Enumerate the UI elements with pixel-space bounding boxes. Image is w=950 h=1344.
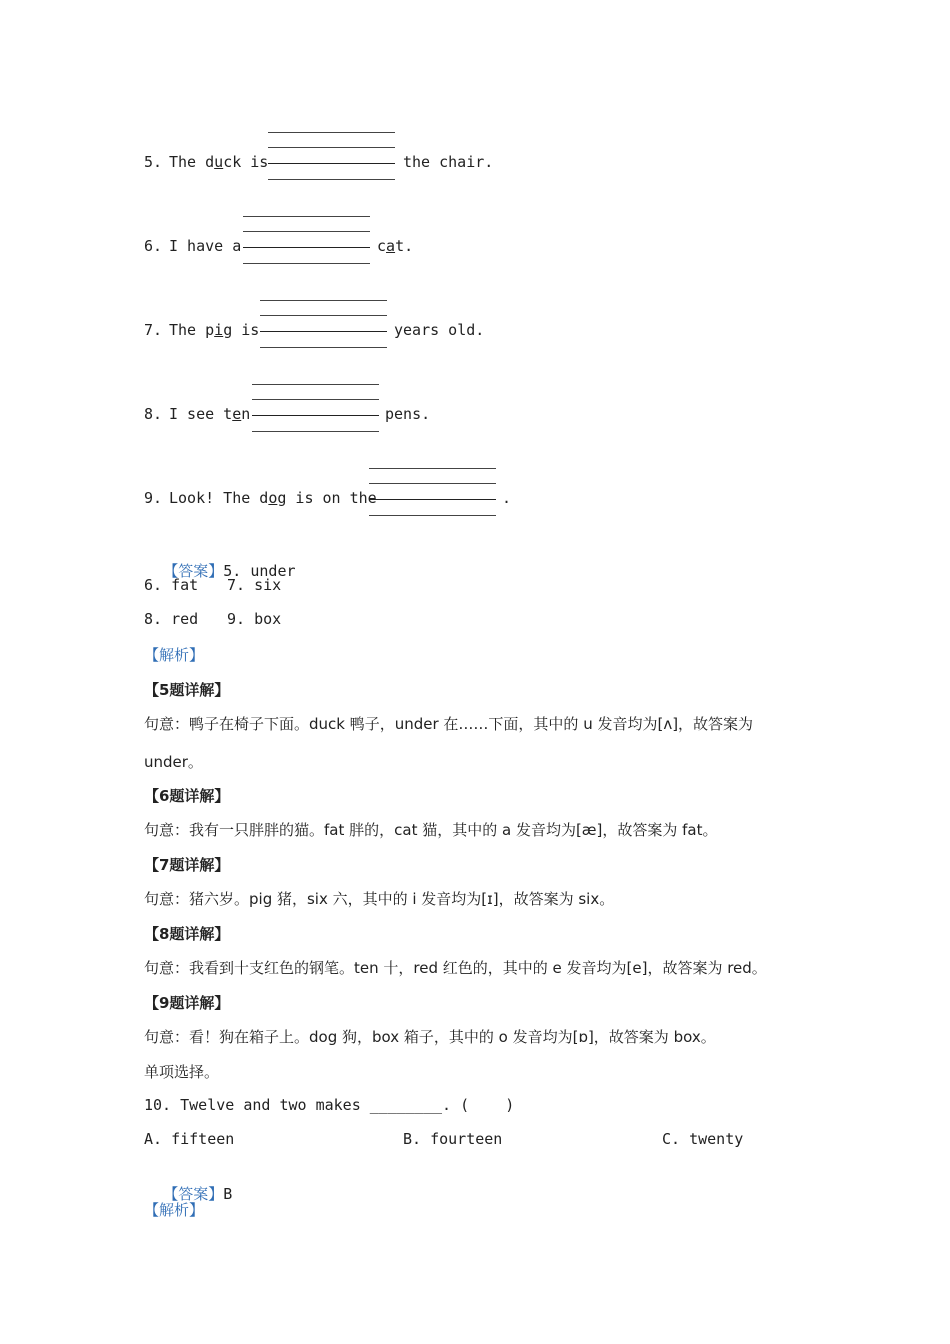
answer-label: 【答案】 [163,1185,224,1203]
detail-7-line-1: 句意：猪六岁。pig 猪，six 六，其中的 i 发音均为[ɪ]，故答案为 six。 [144,890,615,908]
answer-label: 【答案】 [163,562,224,580]
question-text: I see ten [169,405,251,423]
question-text-after: years old. [394,321,485,339]
detail-9-line-1: 句意：看！狗在箱子上。dog 狗，box 箱子，其中的 o 发音均为[ɒ]，故答案为 box。 [144,1028,716,1046]
question-text-after: . [502,489,512,507]
answer-value: B [223,1185,233,1203]
analysis-label-2: 【解析】 [144,1201,205,1219]
question-text-after: pens. [385,405,431,423]
answer-8: 8. red [144,610,199,628]
question-number: 8. [144,405,163,423]
detail-7-heading: 【7题详解】 [144,856,230,874]
detail-9-heading: 【9题详解】 [144,994,230,1012]
question-text-after: cat. [377,237,414,255]
detail-5-line-2: under。 [144,753,203,771]
question-number: 5. [144,153,163,171]
answer-blank[interactable] [252,384,379,431]
question-text: Look! The dog is on the [169,489,377,507]
option-b[interactable]: B. fourteen [403,1130,503,1148]
analysis-label: 【解析】 [144,646,205,664]
option-c[interactable]: C. twenty [662,1130,744,1148]
question-text-after: the chair. [403,153,494,171]
question-text: The duck is [169,153,269,171]
detail-5-heading: 【5题详解】 [144,681,230,699]
answer-line-1 [144,541,296,581]
answer-6: 6. fat [144,576,199,594]
question-text: I have a [169,237,242,255]
answer-9: 9. box [227,610,282,628]
answer-value: 5. under [223,562,296,580]
answer-blank[interactable] [243,216,370,263]
detail-5-line-1: 句意：鸭子在椅子下面。duck 鸭子，under 在……下面，其中的 u 发音均为[ʌ]，故答案为 [144,715,754,733]
detail-8-line-1: 句意：我看到十支红色的钢笔。ten 十，red 红色的，其中的 e 发音均为[e]，故答案为 red。 [144,959,767,977]
answer-blank[interactable] [260,300,387,347]
question-number: 9. [144,489,163,507]
option-a[interactable]: A. fifteen [144,1130,235,1148]
answer-line-10 [144,1164,232,1204]
question-number: 6. [144,237,163,255]
answer-blank[interactable] [369,468,496,515]
answer-blank[interactable] [268,132,395,179]
detail-8-heading: 【8题详解】 [144,925,230,943]
question-text: The pig is [169,321,260,339]
section-title: 单项选择。 [144,1063,220,1081]
question-10-stem: 10. Twelve and two makes ________. ( ) [144,1096,515,1114]
detail-6-line-1: 句意：我有一只胖胖的猫。fat 胖的，cat 猫，其中的 a 发音均为[æ]，故答案为 fat。 [144,821,718,839]
question-number: 7. [144,321,163,339]
detail-6-heading: 【6题详解】 [144,787,230,805]
answer-7: 7. six [227,576,282,594]
